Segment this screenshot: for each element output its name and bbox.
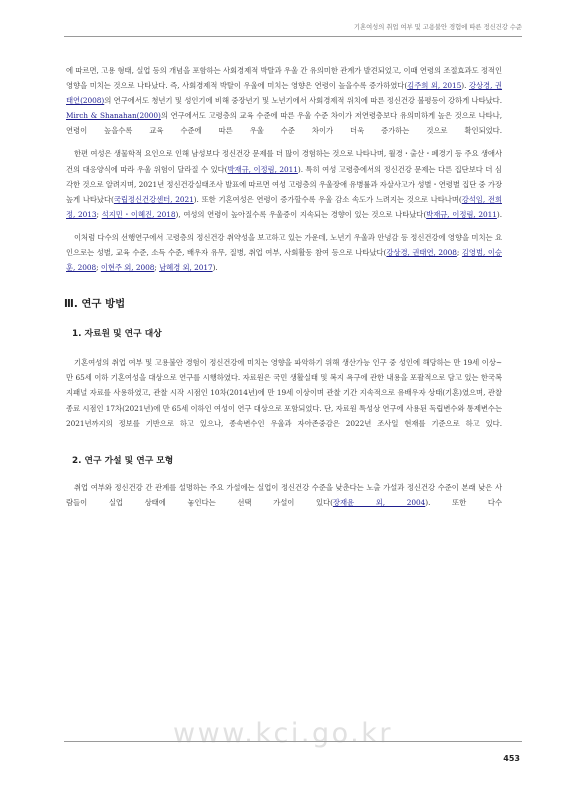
citation-link[interactable]: 장재윤 외, 2004 (332, 497, 426, 507)
text-run: ). 또한 기혼여성은 연령이 증가할수록 우울 감소 속도가 느려지는 것으로 나타나며( (193, 194, 462, 204)
text-run: 의 연구에서도 고령층의 교육 수준에 따른 우울 수준 차이가 저연령층보다 유의미하게 높은 것으로 나타나, 연령이 높을수록 교육 수준에 따른 우울 수준 차이가 더욱 증가하는 것으로 확인되었다. (66, 111, 502, 136)
paragraph-2 (66, 146, 502, 221)
citation-link[interactable]: 국립정신건강센터, 2021 (113, 194, 194, 204)
text-run: 의 연구에서도 청년기 및 성인기에 비해 중장년기 및 노년기에서 사회경제적 위치에 따른 정신건강 불평등이 강하게 나타났다. (104, 96, 502, 106)
paragraph-4: 기혼여성의 취업 여부 및 고용불안 경험이 정신건강에 미치는 영향을 파악하기 위해 생산가능 인구 중 성인에 해당하는 만 19세 이상~만 65세 이하 기혼여성을 대상으로 연구를 시행하였다. 자료원은 국민 생활실태 및 복지 욕구에 관한 내용을 포괄적으로 담고 있는 한국복지패널 자료를 사용하였고, 관찰 시작 시점인 10차(2014년)에 만 19세 이상이며 관찰 기간 지속적으로 유배우자 상태(기혼)였으며, 관찰 종료 시점인 17차(2021년)에 만 65세 이하인 여성이 연구 대상으로 포함되었다. 단, 자료원 특성상 연구에 사용된 독립변수와 통제변수는 2021년까지의 정보를 기반으로 하고 있으나, 종속변수인 우울과 자아존중감은 2022년 조사일 현재를 기준으로 하고 있다. (66, 358, 502, 428)
subsection-heading: 1. 자료원 및 연구 대상 (72, 329, 162, 340)
text-run: ). (212, 263, 218, 273)
text-run: ). 또한 다수 (425, 497, 502, 507)
citation-link[interactable]: 김주희 외, 2015 (407, 81, 462, 91)
citation-link[interactable]: 남혜경 외, 2017 (159, 263, 213, 273)
citation-link[interactable]: 강석임, 전희정, 2013 (66, 194, 502, 219)
page-number: 453 (503, 754, 520, 763)
citation-link[interactable]: 박재규, 이정림, 2011 (426, 209, 497, 219)
text-run: ; (96, 263, 101, 273)
text-run: ). 특히 여성 고령층에서의 정신건강 문제는 다른 집단보다 더 심각한 것으로 알려지며, 2021년 정신건강실태조사 발표에 따르면 여성 고령층의 우울장애 유병률과 자살사고가 성별・연령별 집단 중 가장 높게 나타났다( (66, 164, 502, 204)
citation-link[interactable]: 석지민・이혜진, 2018 (101, 209, 176, 219)
running-head: 기혼여성의 취업 여부 및 고용불안 경험에 따른 정신건강 수준 (353, 24, 522, 31)
citation-link[interactable]: Mirch & Shanahan(2000) (66, 111, 161, 121)
subsection-heading: 2. 연구 가설 및 연구 모형 (72, 455, 174, 466)
page-content (66, 63, 502, 510)
paragraph-1 (66, 63, 502, 138)
text-run: ). (461, 81, 469, 91)
citation-link[interactable]: 강상경, 권태연, 2008 (386, 248, 457, 258)
text-run: 취업 여부와 정신건강 간 관계를 설명하는 주요 가설에는 실업이 정신건강 수준을 낮춘다는 노출 가설과 정신건강 수준이 본래 낮은 사람들이 실업 상태에 놓인다는 선택 가설이 있다( (66, 482, 502, 507)
header-rule (64, 36, 522, 37)
text-run: 에 따르면, 고용 형태, 실업 등의 개념을 포함하는 사회경제적 박탈과 우울 간 유의미한 관계가 발견되었고, 이때 연령의 조절효과도 정적인 영향을 미치는 것으로 나타났다. 즉, 사회경제적 박탈이 우울에 미치는 영향은 연령이 높을수록 증가하였다( (66, 66, 502, 91)
text-run: ). (496, 209, 502, 219)
citation-link[interactable]: 강상경, 권태연(2008) (66, 81, 503, 106)
text-run: ; (96, 209, 102, 219)
citation-link[interactable]: 박재규, 이정림, 2011 (227, 164, 298, 174)
footer-rule (64, 741, 522, 742)
text-run: 한편 여성은 생물학적 요인으로 인해 남성보다 정신건강 문제를 더 많이 경험하는 것으로 나타나며, 월경・출산・폐경기 등 주요 생애사건의 대응양식에 따라 우울 위험이 달라질 수 있다( (66, 149, 502, 174)
text-run: ), 여성의 연령이 높아질수록 우울증이 지속되는 경향이 있는 것으로 나타났다( (175, 209, 427, 219)
paragraph-3 (66, 230, 502, 275)
text-run: ; (154, 263, 160, 273)
citation-link[interactable]: 이현주 외, 2008 (100, 263, 155, 273)
section-heading: Ⅲ. 연구 방법 (64, 298, 126, 311)
text-run: ; (456, 248, 462, 258)
watermark: www.kci.go.kr (173, 718, 393, 749)
paragraph-5 (66, 480, 502, 510)
text-run: 이처럼 다수의 선행연구에서 고령층의 정신건강 취약성을 보고하고 있는 가운데, 노년기 우울과 안녕감 등 정신건강에 영향을 미치는 요인으로는 성별, 교육 수준, 소득 수준, 배우자 유무, 질병, 취업 여부, 사회활동 참여 등으로 나타났다( (66, 232, 502, 258)
citation-link[interactable]: 김영범, 이승훈, 2008 (66, 248, 502, 273)
